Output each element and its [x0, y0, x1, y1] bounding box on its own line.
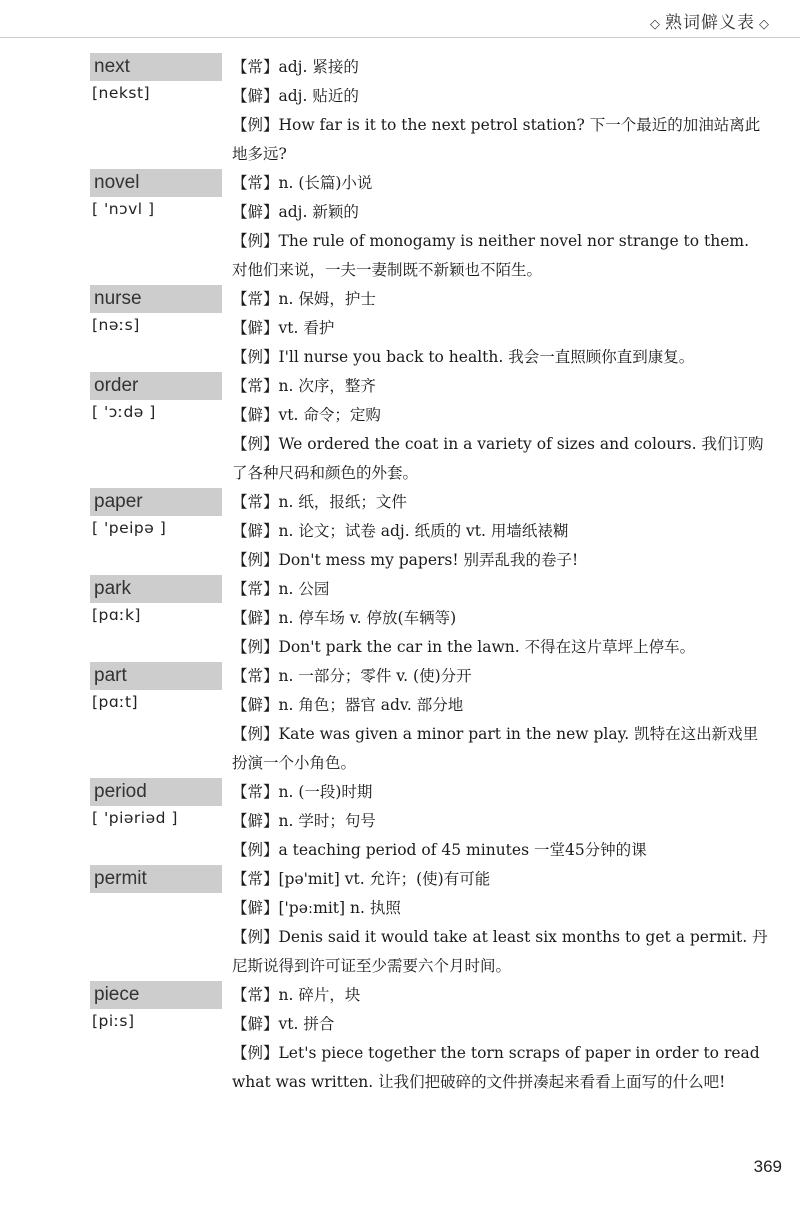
headword: next — [90, 53, 222, 81]
rare-meaning: 【僻】['pəːmit] n. 执照 — [232, 899, 401, 917]
rare-meaning: 【僻】n. 角色；器官 adv. 部分地 — [232, 696, 464, 714]
example-sentence: 【例】We ordered the coat in a variety of sizes and colours. 我们订购了各种尺码和颜色的外套。 — [232, 435, 764, 482]
vocab-entry-nurse — [0, 285, 800, 372]
phonetic: [nəːs] — [92, 316, 140, 334]
common-meaning: 【常】n. 纸，报纸；文件 — [232, 493, 407, 511]
headword: novel — [90, 169, 222, 197]
rare-meaning: 【僻】n. 论文；试卷 adj. 纸质的 vt. 用墙纸裱糊 — [232, 522, 569, 540]
common-meaning: 【常】n. 保姆，护士 — [232, 290, 376, 308]
common-meaning: 【常】n. 次序，整齐 — [232, 377, 376, 395]
example-sentence: 【例】a teaching period of 45 minutes 一堂45分钟的课 — [232, 841, 647, 859]
vocab-entry-piece — [0, 981, 800, 1097]
common-meaning: 【常】[pə'mit] vt. 允许；(使)有可能 — [232, 870, 491, 888]
example-sentence: 【例】I'll nurse you back to health. 我会一直照顾你直到康复。 — [232, 348, 695, 366]
vocab-entry-paper — [0, 488, 800, 575]
example-sentence: 【例】The rule of monogamy is neither novel nor strange to them. 对他们来说，一夫一妻制既不新颖也不陌生。 — [232, 232, 750, 279]
headword: order — [90, 372, 222, 400]
rare-meaning: 【僻】vt. 命令；定购 — [232, 406, 381, 424]
vocab-entry-park — [0, 575, 800, 662]
example-sentence: 【例】Let's piece together the torn scraps of paper in order to read what was written. 让我们把破碎的文件拼凑起来看看上面写的什么吧! — [232, 1044, 760, 1091]
phonetic: [nekst] — [92, 84, 151, 102]
diamond-icon: ◇ — [650, 17, 661, 32]
example-sentence: 【例】Kate was given a minor part in the new play. 凯特在这出新戏里扮演一个小角色。 — [232, 725, 759, 772]
phonetic: [ 'piəriəd ] — [92, 809, 178, 827]
vocab-entry-period — [0, 778, 800, 865]
rare-meaning: 【僻】adj. 新颖的 — [232, 203, 359, 221]
example-sentence: 【例】Don't mess my papers! 别弄乱我的卷子! — [232, 551, 579, 569]
rare-meaning: 【僻】vt. 拼合 — [232, 1015, 335, 1033]
rare-meaning: 【僻】adj. 贴近的 — [232, 87, 359, 105]
rare-meaning: 【僻】n. 停车场 v. 停放(车辆等) — [232, 609, 457, 627]
header-title: 熟词僻义表 — [665, 13, 755, 33]
phonetic: [ 'peipə ] — [92, 519, 167, 537]
vocab-entry-permit — [0, 865, 800, 981]
page-number: 369 — [753, 1157, 782, 1176]
vocab-entry-part — [0, 662, 800, 778]
vocab-entry-novel — [0, 169, 800, 285]
headword: nurse — [90, 285, 222, 313]
header-divider — [0, 37, 800, 38]
vocabulary-list — [0, 53, 800, 1097]
vocab-entry-order — [0, 372, 800, 488]
headword: period — [90, 778, 222, 806]
common-meaning: 【常】n. 碎片，块 — [232, 986, 361, 1004]
common-meaning: 【常】adj. 紧接的 — [232, 58, 359, 76]
phonetic: [ 'ɔːdə ] — [92, 403, 156, 421]
diamond-icon: ◇ — [759, 17, 770, 32]
headword: permit — [90, 865, 222, 893]
common-meaning: 【常】n. (长篇)小说 — [232, 174, 373, 192]
example-sentence: 【例】How far is it to the next petrol station? 下一个最近的加油站离此地多远? — [232, 116, 761, 163]
phonetic: [pɑːk] — [92, 606, 141, 624]
rare-meaning: 【僻】vt. 看护 — [232, 319, 335, 337]
headword: part — [90, 662, 222, 690]
phonetic: [piːs] — [92, 1012, 135, 1030]
vocab-entry-next — [0, 53, 800, 169]
common-meaning: 【常】n. 公园 — [232, 580, 330, 598]
common-meaning: 【常】n. 一部分；零件 v. (使)分开 — [232, 667, 472, 685]
headword: piece — [90, 981, 222, 1009]
example-sentence: 【例】Don't park the car in the lawn. 不得在这片草坪上停车。 — [232, 638, 696, 656]
example-sentence: 【例】Denis said it would take at least six months to get a permit. 丹尼斯说得到许可证至少需要六个月时间。 — [232, 928, 768, 975]
phonetic: [pɑːt] — [92, 693, 139, 711]
phonetic: [ 'nɔvl ] — [92, 200, 155, 218]
common-meaning: 【常】n. (一段)时期 — [232, 783, 373, 801]
rare-meaning: 【僻】n. 学时；句号 — [232, 812, 376, 830]
running-header — [646, 8, 774, 33]
headword: park — [90, 575, 222, 603]
headword: paper — [90, 488, 222, 516]
